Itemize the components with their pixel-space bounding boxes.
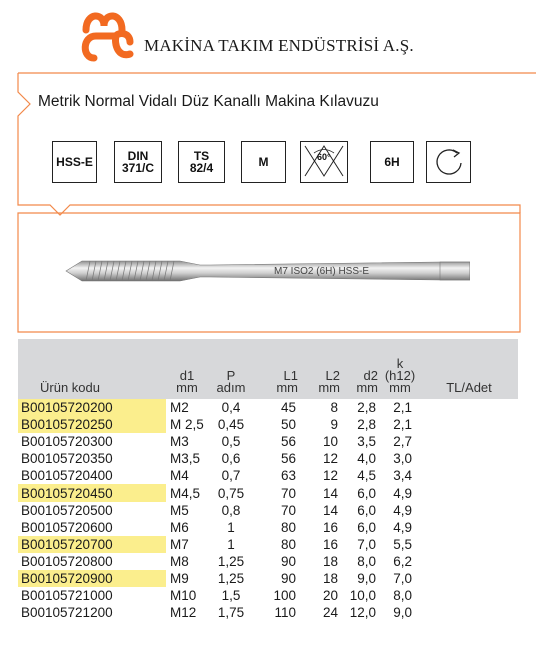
cell-d1: M6 bbox=[170, 519, 189, 535]
cell-l1: 80 bbox=[280, 519, 296, 535]
cell-d2: 6,0 bbox=[357, 519, 376, 535]
table-row bbox=[18, 467, 518, 484]
cell-price bbox=[420, 553, 518, 570]
cell-l1: 56 bbox=[280, 451, 296, 467]
cell-l1: 63 bbox=[280, 468, 296, 484]
col-header-l2: L2 mm bbox=[318, 368, 340, 395]
cell-code: B00105720900 bbox=[18, 570, 166, 587]
cell-d2: 7,0 bbox=[357, 536, 376, 552]
cell-l1: 90 bbox=[280, 570, 296, 586]
cell-d2: 2,8 bbox=[357, 417, 376, 433]
cell-price bbox=[420, 433, 518, 450]
cell-l2: 9 bbox=[330, 417, 338, 433]
cell-p: 1,5 bbox=[221, 588, 241, 604]
cell-d1: M9 bbox=[170, 570, 189, 586]
cell-k: 4,9 bbox=[393, 519, 412, 535]
cell-l2: 8 bbox=[330, 400, 338, 416]
table-row bbox=[18, 553, 518, 570]
cell-price bbox=[420, 587, 518, 604]
cell-l2: 16 bbox=[322, 536, 338, 552]
cell-k: 7,0 bbox=[393, 570, 412, 586]
cell-p: 1,75 bbox=[217, 605, 245, 621]
cell-code: B00105720600 bbox=[21, 519, 113, 535]
cell-l2: 14 bbox=[322, 485, 338, 501]
cell-l1: 90 bbox=[280, 553, 296, 569]
cell-price bbox=[420, 484, 518, 501]
cell-d1: M7 bbox=[170, 536, 189, 552]
cell-l2: 18 bbox=[322, 553, 338, 569]
cell-d2: 12,0 bbox=[349, 605, 376, 621]
cell-price bbox=[420, 467, 518, 484]
cell-d2: 3,5 bbox=[357, 434, 376, 450]
col-header-d2: d2 mm bbox=[356, 368, 378, 395]
table-row bbox=[18, 502, 518, 519]
cell-p: 1 bbox=[227, 536, 235, 552]
cell-k: 2,1 bbox=[393, 400, 412, 416]
cell-k: 2,7 bbox=[393, 434, 412, 450]
cell-k: 6,2 bbox=[393, 553, 412, 569]
cell-code: B00105720300 bbox=[21, 434, 113, 450]
col-header-k: k (h12) mm bbox=[384, 356, 416, 395]
cell-l2: 18 bbox=[322, 570, 338, 586]
cell-code: B00105720400 bbox=[21, 468, 113, 484]
cell-l1: 70 bbox=[280, 485, 296, 501]
table-row bbox=[18, 399, 518, 416]
cell-price bbox=[420, 519, 518, 536]
cell-code: B00105721000 bbox=[21, 588, 113, 604]
cell-l1: 56 bbox=[280, 434, 296, 450]
cell-d2: 6,0 bbox=[357, 502, 376, 518]
cell-code: B00105720250 bbox=[18, 416, 166, 433]
cell-l1: 80 bbox=[280, 536, 296, 552]
cell-code: B00105720800 bbox=[21, 553, 113, 569]
cell-k: 5,5 bbox=[393, 536, 412, 552]
cell-price bbox=[420, 450, 518, 467]
table-row bbox=[18, 433, 518, 450]
table-row bbox=[18, 416, 518, 433]
col-header-price: TL/Adet bbox=[446, 380, 492, 395]
cell-k: 4,9 bbox=[393, 485, 412, 501]
cell-l2: 14 bbox=[322, 502, 338, 518]
cell-p: 0,45 bbox=[217, 417, 245, 433]
cell-price bbox=[420, 399, 518, 416]
cell-d2: 4,5 bbox=[357, 468, 376, 484]
cell-p: 0,4 bbox=[221, 400, 241, 416]
cell-price bbox=[420, 416, 518, 433]
cell-d1: M4,5 bbox=[170, 485, 201, 501]
cell-l2: 10 bbox=[322, 434, 338, 450]
company-name: MAKİNA TAKIM ENDÜSTRİSİ A.Ş. bbox=[144, 36, 414, 55]
cell-l2: 12 bbox=[322, 451, 338, 467]
cell-p: 1,25 bbox=[217, 570, 245, 586]
cell-d1: M8 bbox=[170, 553, 189, 569]
table-row bbox=[18, 587, 518, 604]
cell-d2: 4,0 bbox=[357, 451, 376, 467]
cell-price bbox=[420, 604, 518, 621]
product-title: Metrik Normal Vidalı Düz Kanallı Makina Kılavuzu bbox=[38, 93, 379, 110]
cell-l1: 50 bbox=[280, 417, 296, 433]
cell-d2: 2,8 bbox=[357, 400, 376, 416]
svg-text:60°: 60° bbox=[317, 152, 331, 162]
cell-d1: M10 bbox=[170, 588, 197, 604]
tap-tool-image bbox=[60, 248, 470, 294]
cell-k: 3,4 bbox=[393, 468, 412, 484]
col-header-p: P adım bbox=[216, 368, 246, 395]
cell-d1: M2 bbox=[170, 400, 189, 416]
table-row bbox=[18, 484, 518, 501]
cell-price bbox=[420, 502, 518, 519]
cell-code: B00105720700 bbox=[18, 536, 166, 553]
cell-code: B00105721200 bbox=[21, 605, 113, 621]
cell-p: 0,6 bbox=[221, 451, 241, 467]
cell-code: B00105720450 bbox=[18, 484, 166, 501]
cell-p: 0,8 bbox=[221, 502, 241, 518]
cell-p: 0,75 bbox=[217, 485, 245, 501]
cell-d1: M5 bbox=[170, 502, 189, 518]
cell-d2: 6,0 bbox=[357, 485, 376, 501]
cell-code: B00105720500 bbox=[21, 502, 113, 518]
cell-d1: M4 bbox=[170, 468, 189, 484]
cell-l2: 12 bbox=[322, 468, 338, 484]
cell-k: 8,0 bbox=[393, 588, 412, 604]
table-row bbox=[18, 519, 518, 536]
table-row bbox=[18, 536, 518, 553]
col-header-d1: d1 mm bbox=[176, 368, 198, 395]
cell-d1: M3,5 bbox=[170, 451, 201, 467]
cell-l2: 16 bbox=[322, 519, 338, 535]
cell-price bbox=[420, 570, 518, 587]
cell-k: 2,1 bbox=[393, 417, 412, 433]
cell-p: 1,25 bbox=[217, 553, 245, 569]
cell-d1: M12 bbox=[170, 605, 197, 621]
cell-l1: 110 bbox=[274, 605, 296, 621]
cell-l2: 24 bbox=[322, 605, 338, 621]
badge-ts: TS 82/4 bbox=[178, 141, 225, 183]
table-row bbox=[18, 604, 518, 621]
cell-k: 9,0 bbox=[393, 605, 412, 621]
cell-l1: 70 bbox=[280, 502, 296, 518]
cell-d1: M3 bbox=[170, 434, 189, 450]
table-header-row bbox=[18, 339, 518, 399]
table-row bbox=[18, 450, 518, 467]
cell-p: 0,7 bbox=[221, 468, 241, 484]
col-header-code: Ürün kodu bbox=[40, 380, 100, 395]
cell-l1: 45 bbox=[280, 400, 296, 416]
cell-d2: 10,0 bbox=[349, 588, 376, 604]
thread-angle-60-icon bbox=[300, 141, 348, 183]
tool-marking: M7 ISO2 (6H) HSS-E bbox=[274, 266, 370, 277]
cell-p: 1 bbox=[227, 519, 235, 535]
badge-material: HSS-E bbox=[52, 141, 97, 183]
cell-code: B00105720350 bbox=[21, 451, 113, 467]
cell-l1: 100 bbox=[273, 588, 296, 604]
badge-tolerance: 6H bbox=[370, 141, 414, 183]
cell-k: 3,0 bbox=[393, 451, 412, 467]
cell-d2: 9,0 bbox=[357, 570, 376, 586]
cell-code: B00105720200 bbox=[18, 399, 166, 416]
col-header-l1: L1 mm bbox=[276, 368, 298, 395]
table-row bbox=[18, 570, 518, 587]
cell-price bbox=[420, 536, 518, 553]
badge-din: DIN 371/C bbox=[114, 141, 162, 183]
cell-d2: 8,0 bbox=[357, 553, 376, 569]
right-hand-rotation-icon bbox=[426, 141, 471, 183]
badge-thread-type: M bbox=[241, 141, 286, 183]
product-table bbox=[18, 339, 518, 621]
cell-l2: 20 bbox=[322, 588, 338, 604]
cell-p: 0,5 bbox=[221, 434, 241, 450]
cell-d1: M 2,5 bbox=[170, 417, 204, 433]
cell-k: 4,9 bbox=[393, 502, 412, 518]
